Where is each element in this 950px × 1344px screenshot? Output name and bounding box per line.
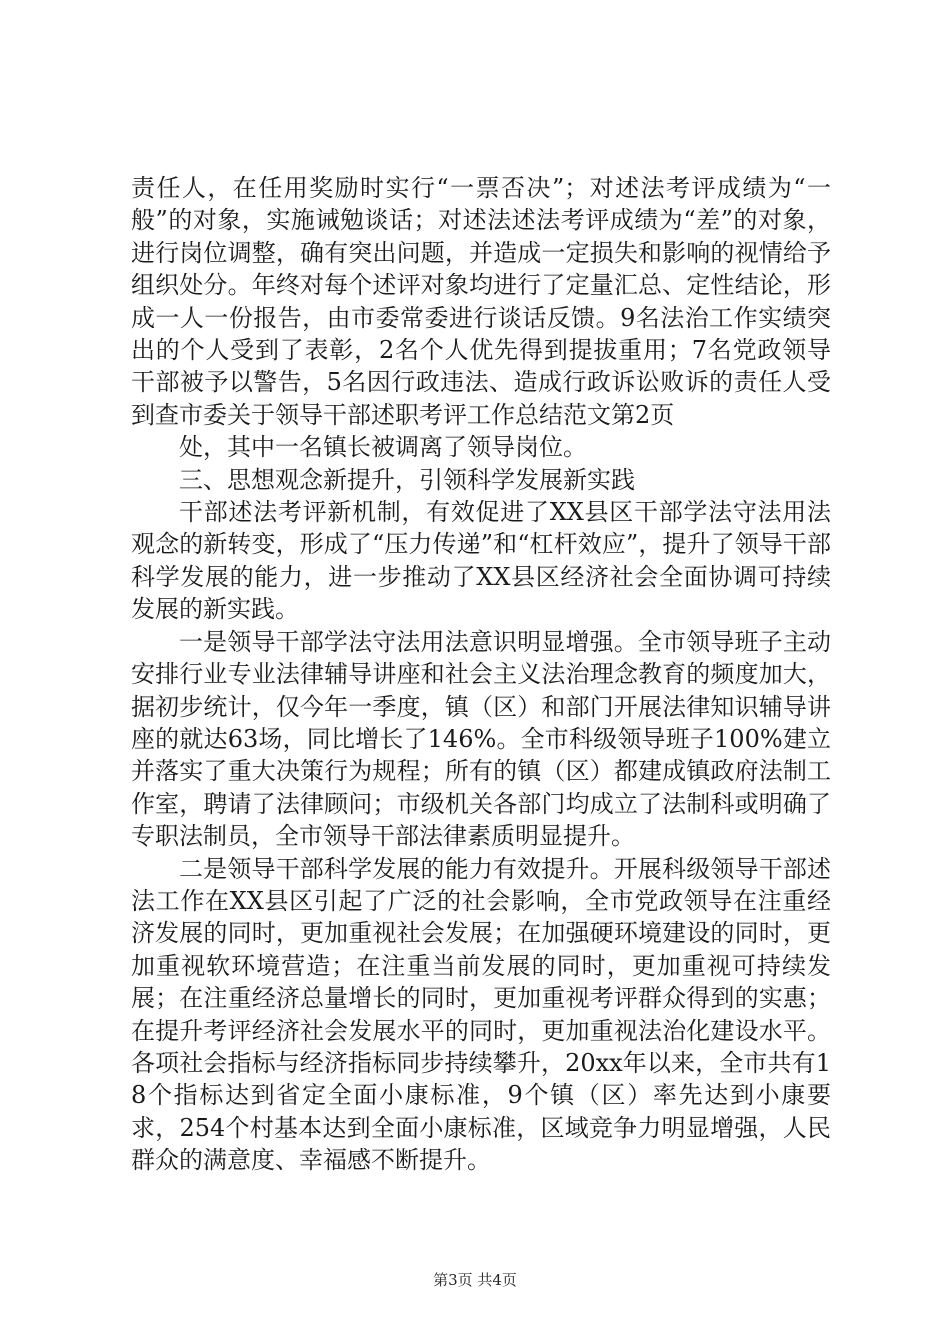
paragraph-intro: 干部述法考评新机制，有效促进了XX县区干部学法守法用法观念的新转变，形成了“压力传递”和“杠杆效应”，提升了领导干部科学发展的能力，进一步推动了XX县区经济社会全面协调可持续发展的新实践。 — [131, 498, 831, 624]
paragraph-continuation-end: 处，其中一名镇长被调离了领导岗位。 — [179, 433, 587, 462]
section-heading: 三、思想观念新提升，引领科学发展新实践 — [179, 465, 635, 494]
paragraph-point-two: 二是领导干部科学发展的能力有效提升。开展科级领导干部述法工作在XX县区引起了广泛的社会影响，全市党政领导在注重经济发展的同时，更加重视社会发展；在加强硬环境建设的同时，更加重视软环境营造；在注重当前发展的同时，更加重视可持续发展；在注重经济总量增长的同时，更加重视考评群众得到的实惠；在提升考评经济社会发展水平的同时，更加重视法治化建设水平。各项社会指标与经济指标同步持续攀升，20xx年以来，全市共有18个指标达到省定全面小康标准，9个镇（区）率先达到小康要求，254个村基本达到全面小康标准，区域竞争力明显增强，人民群众的满意度、幸福感不断提升。 — [131, 854, 831, 1175]
document-body — [131, 172, 831, 1177]
page-footer: 第3页 共4页 — [433, 1271, 517, 1289]
paragraph-point-one: 一是领导干部学法守法用法意识明显增强。全市领导班子主动安排行业专业法律辅导讲座和社会主义法治理念教育的频度加大，据初步统计，仅今年一季度，镇（区）和部门开展法律知识辅导讲座的就达63场，同比增长了146%。全市科级领导班子100%建立并落实了重大决策行为规程；所有的镇（区）都建成镇政府法制工作室，聘请了法律顾问；市级机关各部门均成立了法制科或明确了专职法制员，全市领导干部法律素质明显提升。 — [131, 627, 831, 851]
paragraph-continuation: 责任人，在任用奖励时实行“一票否决”；对述法考评成绩为“一般”的对象，实施诫勉谈话；对述法述法考评成绩为“差”的对象，进行岗位调整，确有突出问题，并造成一定损失和影响的视情给予组织处分。年终对每个述评对象均进行了定量汇总、定性结论，形成一人一份报告，由市委常委进行谈话反馈。9名法治工作实绩突出的个人受到了表彰，2名个人优先得到提拔重用；7名党政领导干部被予以警告，5名因行政违法、造成行政诉讼败诉的责任人受到查市委关于领导干部述职考评工作总结范文第2页 — [131, 174, 831, 429]
